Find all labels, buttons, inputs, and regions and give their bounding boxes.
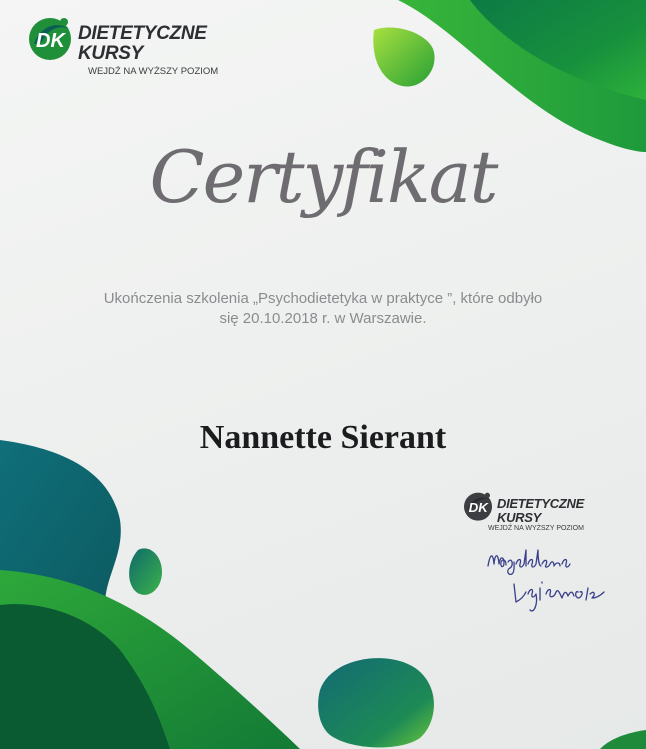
certificate-title: Certyfikat xyxy=(149,135,497,219)
certificate-description xyxy=(60,289,586,329)
logo-small-monogram: DK xyxy=(468,500,488,515)
bottom-blob-shape xyxy=(318,658,434,747)
logo-brand-line2: KURSY xyxy=(78,43,144,64)
logo-small-brand-line2: KURSY xyxy=(497,510,542,525)
dk-logo-badge-icon xyxy=(26,14,74,62)
bottom-right-accent xyxy=(600,730,646,749)
logo-brand-line1: DIETETYCZNE xyxy=(78,23,207,44)
logo-small-tagline: WEJDŹ NA WYŻSZY POZIOM xyxy=(488,525,584,532)
logo-monogram: DK xyxy=(36,30,65,52)
logo-small-brand-line1: DIETETYCZNE xyxy=(497,496,584,511)
top-leaf-shape xyxy=(373,27,434,86)
signature-logo xyxy=(462,490,612,536)
small-droplet-shape xyxy=(129,548,162,594)
handwritten-signature xyxy=(484,544,624,618)
company-logo xyxy=(26,14,246,80)
dk-logo-small-icon xyxy=(462,490,494,522)
recipient-name: Nannette Sierant xyxy=(199,419,447,456)
description-line-1: Ukończenia szkolenia „Psychodietetyka w praktyce ”, które odbyło xyxy=(103,290,543,307)
logo-tagline: WEJDŹ NA WYŻSZY POZIOM xyxy=(88,66,219,77)
description-line-2: się 20.10.2018 r. w Warszawie. xyxy=(219,310,427,327)
